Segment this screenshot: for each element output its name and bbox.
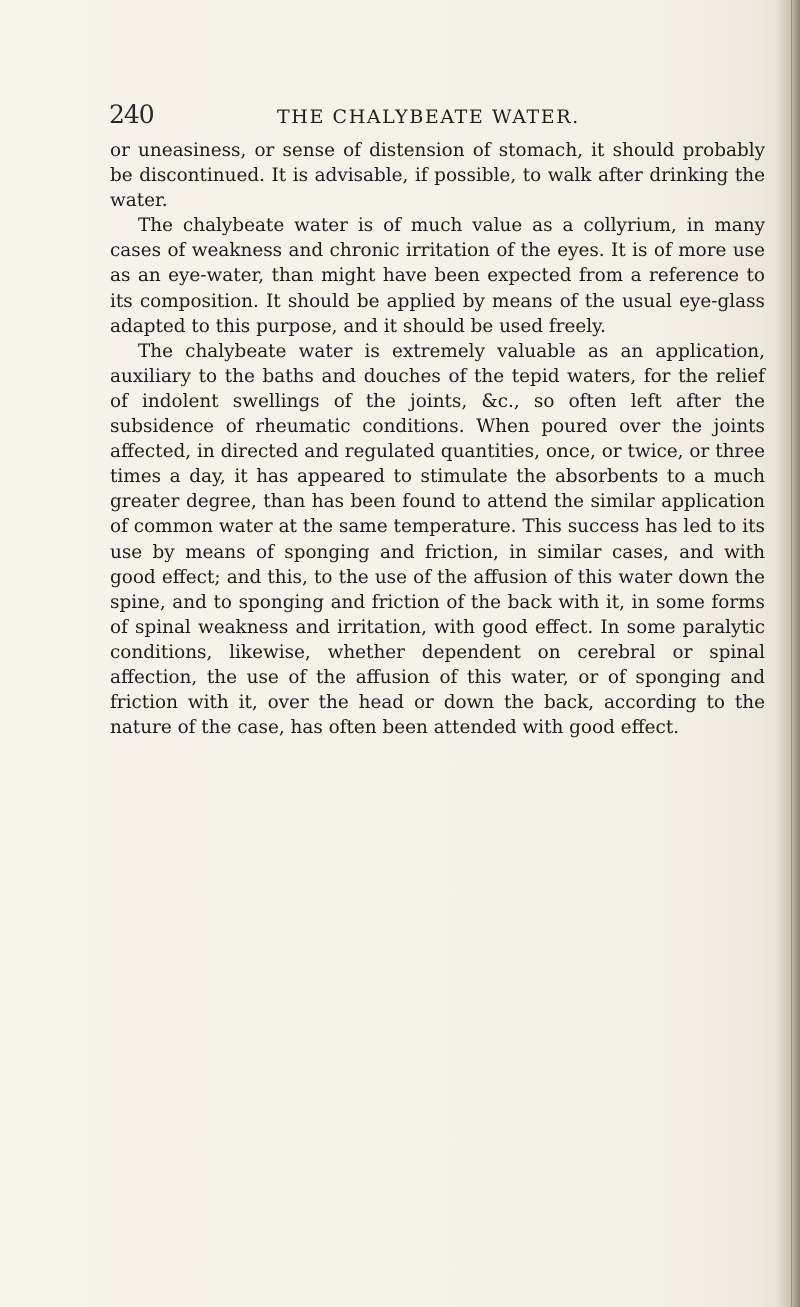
running-title: THE CHALYBEATE WATER. xyxy=(277,106,580,128)
page-edge-line xyxy=(791,0,792,1307)
page-number: 240 xyxy=(109,100,154,129)
page-edge-shadow xyxy=(776,0,800,1307)
body-text xyxy=(110,138,765,740)
paragraph-collyrium: The chalybeate water is of much value as a collyrium, in many cases of weakness and chronic irritation of the eyes. It is of more use as an eye-water, than might have been expected from a reference to its composition. It should be applied by means of the usual eye-glass adapted to this purpose, and it should be used freely. xyxy=(110,215,765,337)
paragraph-continuation: or uneasiness, or sense of distension of stomach, it should probably be discontinued. It is advisable, if possible, to walk after drinking the water. xyxy=(110,140,765,212)
paragraph-application: The chalybeate water is extremely valuable as an application, auxiliary to the baths and douches of the tepid waters, for the relief of indolent swellings of the joints, &c., so often left after the subsidence of rheumatic conditions. When poured over the joints affected, in directed and regulated quantities, once, or twice, or three times a day, it has appeared to stimulate the absorbents to a much greater degree, than has been found to attend the similar application of common water at the same temperature. This success has led to its use by means of sponging and friction, in similar cases, and with good effect; and this, to the use of the affusion of this water down the spine, and to sponging and friction of the back with it, in some forms of spinal weakness and irritation, with good effect. In some paralytic conditions, likewise, whether dependent on cerebral or spinal affection, the use of the affusion of this water, or of sponging and friction with it, over the head or down the back, according to the nature of the case, has often been attended with good effect. xyxy=(110,340,765,739)
